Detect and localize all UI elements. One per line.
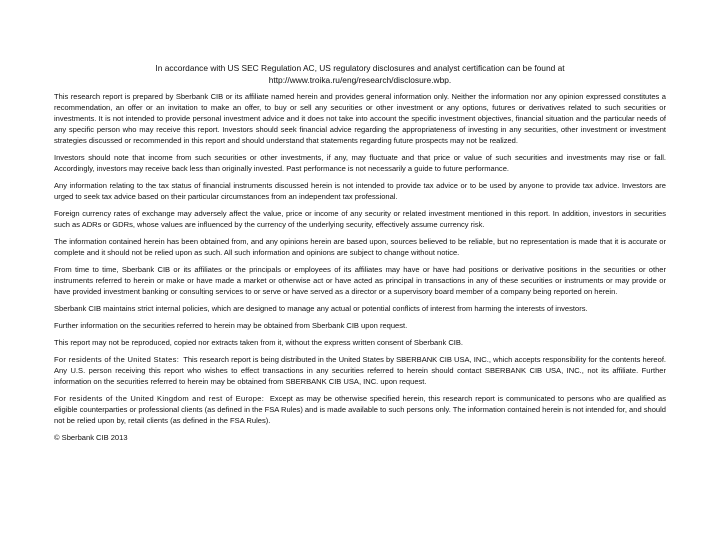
paragraph-information: The information contained herein has been obtained from, and any opinions herein are based upon, sources believed to be reliable, but no representation is made that it is accurate or complete and it should not be relied upon as such. All such information and opinions are subject to change without notice.: [54, 237, 666, 257]
copyright: © Sberbank CIB 2013: [54, 433, 128, 442]
paragraph-us-residents: [54, 354, 666, 387]
paragraph-further-info: Further information on the securities referred to herein may be obtained from Sberbank CIB upon request.: [54, 321, 408, 330]
paragraph-currency: Foreign currency rates of exchange may adversely affect the value, price or income of any security or related investment mentioned in this report. In addition, investors in securities such as ADRs or GDRs, whose values are influenced by the currency of the underlying security, effectively assume currency risk.: [54, 209, 666, 229]
disclosure-link[interactable]: http://www.troika.ru/eng/research/disclosure.wbp.: [268, 75, 452, 85]
us-residents-text: This research report is being distributed in the United States by SBERBANK CIB USA, INC., which accepts responsibility for the contents hereof. Any U.S. person receiving this report who wishes to effect transactions in any securities referred to herein should contact SBERBANK CIB USA, INC., not its affiliate. Further information on the securities referred to herein may be obtained from SBERBANK CIB USA, INC. upon request.: [54, 355, 667, 386]
header-text: In accordance with US SEC Regulation AC, US regulatory disclosures and analyst certification can be found at: [155, 63, 565, 73]
paragraph-positions: From time to time, Sberbank CIB or its affiliates or the principals or employees of its affiliates may have or have had positions or derivative positions in the securities or other instruments referred to herein or make or have made a market or otherwise act or have acted as principal in transactions in any of these securities or instruments or may provide or have provided investment banking or consulting services to or serve or have served as a director or a supervisory board member of a company being reported on herein.: [54, 265, 666, 296]
paragraph-uk-residents: [54, 393, 666, 426]
us-residents-label: For residents of the United States:: [54, 355, 180, 364]
disclosure-header: [54, 62, 666, 86]
paragraph-research-report: This research report is prepared by Sberbank CIB or its affiliate named herein and provides general information only. Neither the information nor any opinion expressed constitutes a recommendation, an offer or an invitation to make an offer, to buy or sell any securities or other investment or any options, futures or derivatives related to such securities or investments. It is not intended to provide personal investment advice and it does not take into account the specific investment objectives, financial situation and the particular needs of any specific person who may receive this report. Investors should seek financial advice regarding the appropriateness of investing in any securities, other investment or investment strategies discussed or recommended in this report and should understand that statements regarding future prospects may not be realized.: [54, 92, 666, 145]
uk-residents-text: Except as may be otherwise specified herein, this research report is communicated to persons who are qualified as eligible counterparties or professional clients (as defined in the FSA Rules) and is made available to such persons only. The information contained herein is not intended for, and should not be relied upon by, retail clients (as defined in the FSA Rules).: [54, 394, 666, 425]
uk-residents-label: For residents of the United Kingdom and rest of Europe:: [54, 394, 265, 403]
paragraph-policies: Sberbank CIB maintains strict internal policies, which are designed to manage any actual or potential conflicts of interest from harming the interests of investors.: [54, 304, 588, 313]
paragraph-tax: Any information relating to the tax status of financial instruments discussed herein is not intended to provide tax advice or to be used by anyone to provide tax advice. Investors are urged to seek tax advice based on their particular circumstances from an independent tax professional.: [54, 181, 666, 201]
disclaimer-body: [54, 91, 666, 449]
paragraph-reproduction: This report may not be reproduced, copied nor extracts taken from it, without the express written consent of Sberbank CIB.: [54, 338, 463, 347]
paragraph-income: Investors should note that income from such securities or other investments, if any, may fluctuate and that price or value of such securities and investments may rise or fall. Accordingly, investors may receive back less than originally invested. Past performance is not necessarily a guide to future performance.: [54, 153, 666, 173]
